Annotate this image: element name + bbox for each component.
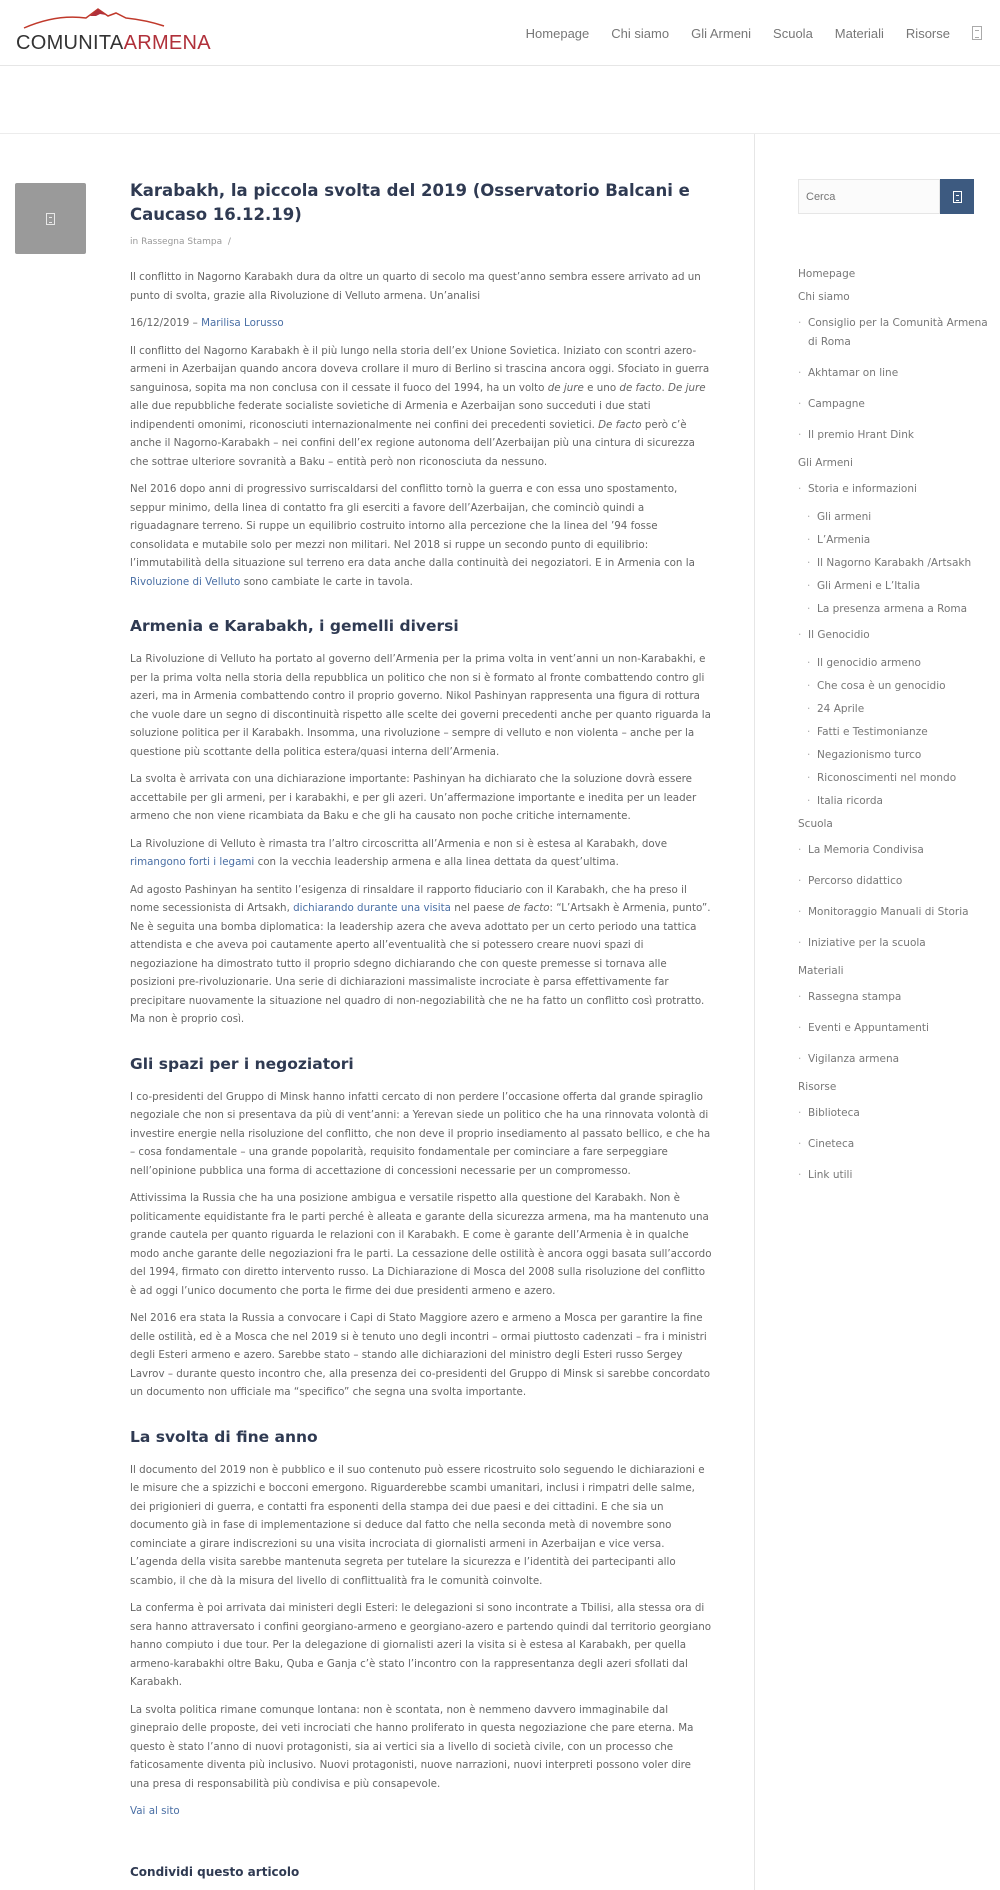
sidebar-menu-item[interactable]: · Il genocidio armeno: [798, 657, 988, 669]
paragraph-10: Il documento del 2019 non è pubblico e il suo contenuto può essere ricostruito solo seguendo le dichiarazioni e le misure che a spizzichi e bocconi emergono. Riguarderebbe scambi umanitari, inclusi i rimpatri delle salme, dei prigionieri di guerra, e contatti fra esponenti della stampa dei due paesi e dei cittadini. E che sia un documento già in fase di implementazione si deduce dal fatto che nella seconda metà di novembre sono cominciate a girare indiscrezioni su una visita incrociata di giornalisti armeni in Azerbaijan e vice versa. L’agenda della visita sarebbe mantenuta segreta per tutelare la sicurezza e l’identità dei partecipanti allo scambio, il che dà la misura del livello di conflittualità fra le comunità coinvolte.: [130, 1463, 705, 1587]
sidebar-menu-item[interactable]: · Campagne: [798, 395, 988, 414]
paragraph-1: [130, 342, 713, 472]
source-paragraph: [130, 1802, 713, 1821]
article-byline: [130, 314, 713, 333]
site-header: [0, 0, 1000, 66]
logo-text-part2: ARMENA: [123, 32, 211, 54]
nav-materiali[interactable]: Materiali: [834, 25, 884, 41]
sidebar-menu-item[interactable]: · Percorso didattico: [798, 872, 988, 891]
article-meta: [130, 237, 713, 247]
article-date: 16/12/2019 –: [130, 317, 198, 329]
search-button[interactable]: [940, 179, 974, 214]
post-format-icon: [15, 183, 86, 254]
p2-text-b: sono cambiate le carte in tavola.: [243, 575, 413, 588]
sidebar-menu-item[interactable]: · Il Genocidio: [798, 626, 988, 645]
sidebar-menu-item[interactable]: · Consiglio per la Comunità Armena di Roma: [798, 314, 988, 352]
search-icon: [953, 191, 962, 203]
meta-category-link[interactable]: Rassegna Stampa: [141, 237, 223, 247]
nav-gli-armeni[interactable]: Gli Armeni: [691, 25, 752, 41]
paragraph-7: I co-presidenti del Gruppo di Minsk hanno infatti cercato di non perdere l’occasione offerta dal grande spiraglio negoziale che non si presentava da più di vent’anni: a Yerevan siede un politico che ha una rinnovata volontà di investire energie nella risoluzione del conflitto, che non deve il proprio insediamento al passato bellico, e che ha – cosa fondamentale – una grande popolarità, requisito fondamentale per cominciare a fare serpeggiare nell’opinione pubblica una forma di accettazione di concessioni necessarie per un compromesso.: [130, 1090, 711, 1177]
sidebar-menu-item[interactable]: Scuola: [798, 818, 833, 830]
sidebar-menu-item[interactable]: · Vigilanza armena: [798, 1050, 988, 1069]
sidebar-menu-item[interactable]: Gli Armeni: [798, 457, 853, 469]
p1-italic-1: de jure: [547, 381, 584, 394]
site-logo[interactable]: [16, 6, 211, 54]
sidebar-divider: [754, 134, 755, 1890]
logo-text: [16, 32, 211, 55]
visita-link[interactable]: dichiarando durante una visita: [293, 902, 451, 914]
sidebar-menu-item[interactable]: · Gli armeni: [798, 511, 988, 523]
paragraph-8: Attivissima la Russia che ha una posizione ambigua e versatile rispetto alla questione del Karabakh. Non è politicamente equidistante fra le parti perché è alleata e garante della sicurezza armena, ma ha mantenuto una grande cautela per quanto riguarda le relazioni con il Karabakh. E come è garante dell’Armenia è in qualche modo anche garante delle negoziazioni fra le parti. La cessazione delle ostilità è ancora oggi basata sull’accordo del 1994, firmato con diretto intervento russo. La Dichiarazione di Mosca del 2008 sulla risoluzione del conflitto è ad oggi l’unico documento che porta le firme dei due presidenti armeno e azero.: [130, 1192, 712, 1297]
p1-text-a: Il conflitto del Nagorno Karabakh è il più lungo nella storia dell’ex Unione Sovietica. Iniziato con scontri azero-armeni in Azerbaijan quando ancora doveva crollare il muro di Berlino si trascina ancora oggi. Sfociato in guerra sanguinosa, sopita ma non conclusa con il cessate il fuoco del 1994, ha un volto: [130, 344, 710, 394]
paragraph-12: La svolta politica rimane comunque lontana: non è scontata, non è nemmeno davvero immaginabile dal ginepraio delle proposte, dei veti incrociati che hanno proliferato in questa negoziazione che pare eterna. Ma questo è stato l’anno di nuovi protagonisti, sia ai vertici sia a livello di società civile, con un processo che faticosamente diventa più inclusivo. Nuovi protagonisti, nuove narrazioni, nuovi interpreti possono voler dire una presa di responsabilità più condivisa e più consapevole.: [130, 1703, 694, 1790]
source-link[interactable]: Vai al sito: [130, 1805, 180, 1817]
article-intro: Il conflitto in Nagorno Karabakh dura da oltre un quarto di secolo ma quest’anno sembra essere arrivato ad un punto di svolta, grazie alla Rivoluzione di Velluto armena. Un’analisi: [130, 271, 701, 302]
paragraph-11: La conferma è poi arrivata dai ministeri degli Esteri: le delegazioni si sono incontrate a Tbilisi, alla stessa ora di sera hanno attraversato i confini georgiano-armeno e georgiano-azero e partendo quindi dal territorio georgiano hanno compiuto i due tour. Per la delegazione di giornalisti azeri la visita si è estesa al Karabakh, per quella armeno-karabakhi oltre Baku, Quba e Ganja c’è stato l’incontro con la rappresentanza degli azeri sfollati dal Karabakh.: [130, 1602, 712, 1688]
meta-prefix: in: [130, 237, 139, 247]
p1-text-e: però c’è anche il Nagorno-Karabakh – nei confini dell’ex regione autonoma dell’Azerbaijan più una cintura di sicurezza che sottrae ulteriore sovranità a Baku – entità però non riconosciuta da nessuno.: [130, 418, 695, 468]
sidebar-menu-item[interactable]: · Monitoraggio Manuali di Storia: [798, 903, 988, 922]
paragraph-4: La svolta è arrivata con una dichiarazione importante: Pashinyan ha dichiarato che la soluzione dovrà essere accettabile per gli armeni, per i karabakhi, e per gli azeri. Un’affermazione importante e inedita per un leader armeno che non viene ricambiata da Baku e che gli ha causato non poche critiche internamente.: [130, 773, 697, 822]
sidebar-menu-item[interactable]: · Il Nagorno Karabakh /Artsakh: [798, 557, 988, 569]
sidebar-menu-item[interactable]: · La Memoria Condivisa: [798, 841, 988, 860]
p6-italic: de facto: [507, 902, 550, 914]
section-heading-1: Armenia e Karabakh, i gemelli diversi: [130, 617, 459, 635]
rivoluzione-link[interactable]: Rivoluzione di Velluto: [130, 575, 241, 588]
nav-homepage[interactable]: Homepage: [525, 25, 590, 41]
sidebar-menu-item[interactable]: Materiali: [798, 965, 844, 977]
p5-text-a: La Rivoluzione di Velluto è rimasta tra l’altro circoscritta all’Armenia e non si è estesa al Karabakh, dove: [130, 837, 668, 850]
paragraph-3: La Rivoluzione di Velluto ha portato al governo dell’Armenia per la prima volta in vent’anni un non-Karabakhi, e per la prima volta nella storia della repubblica un politico che non si è formato al fronte combattendo contro gli azeri, ma in Armenia combattendo contro il proprio governo. Nikol Pashinyan rappresenta una figura di rottura che vuole dare un segno di discontinuità rispetto alle scelte dei governi precedenti anche per quanto riguarda la soluzione politica per il Karabakh. Insomma, una rivoluzione – sempre di velluto e non violenta – anche per la questione più scottante della politica estera/quasi interna dell’Armenia.: [130, 653, 711, 758]
sidebar-menu-item[interactable]: · Link utili: [798, 1166, 988, 1185]
sidebar-menu-item[interactable]: · Fatti e Testimonianze: [798, 726, 988, 738]
share-title: Condividi questo articolo: [130, 1864, 300, 1879]
sidebar-menu: [798, 268, 988, 1197]
sidebar-menu-item[interactable]: · 24 Aprile: [798, 703, 988, 715]
meta-separator: /: [227, 237, 231, 247]
p1-italic-2: de facto: [619, 381, 662, 394]
main-nav: [504, 0, 982, 66]
section-heading-2: Gli spazi per i negoziatori: [130, 1054, 354, 1073]
paragraph-9: Nel 2016 era stata la Russia a convocare i Capi di Stato Maggiore azero e armeno a Mosca per garantire la fine delle ostilità, ed è a Mosca che nel 2019 si è tenuto uno degli incontri – ormai piuttosto cadenzati – fra i ministri degli Esteri armeno e azero. Sarebbe stato – stando alle dichiarazioni del ministro degli Esteri russo Sergey Lavrov – durante questo incontro che, alla presenza dei co-presidenti del Gruppo di Minsk si sarebbe concordato un documento non ufficiale ma “specifico” che segna una svolta importante.: [130, 1312, 711, 1398]
p1-text-d: alle due repubbliche federate socialiste sovietiche di Armenia e Azerbaijan sono succeduti i due stati indipendenti omonimi, riconosciuti internazionalmente nei confini dei precedenti sovietici.: [130, 400, 651, 431]
p5-text-b: con la vecchia leadership armena e alla linea dettata da quest’ultima.: [254, 856, 619, 868]
p2-text-a: Nel 2016 dopo anni di progressivo surriscaldarsi del conflitto tornò la guerra e con essa uno spostamento, seppur minimo, della linea di contatto fra gli eserciti a favore dell’Azerbaijan, che cominciò quindi a riguadagnare terreno. Si ruppe un equilibrio costruito intorno alla percezione che la linea del ’94 fosse consolidata e mutabile solo per mezzi non militari. Nel 2018 si ruppe un secondo punto di equilibrio: l’immutabilità della situazione sul terreno era data anche dalla continuità dei negoziatori. E in Armenia con la: [130, 483, 695, 569]
p6-text-b: nel paese: [454, 902, 505, 914]
search-toggle-icon[interactable]: [972, 26, 982, 40]
article: [130, 179, 713, 1879]
paragraph-2: [130, 480, 713, 591]
nav-scuola[interactable]: Scuola: [773, 25, 813, 41]
sidebar-menu-item[interactable]: · Cineteca: [798, 1135, 988, 1154]
sidebar-menu-item[interactable]: · Che cosa è un genocidio: [798, 680, 988, 692]
p1-text-b: e uno: [587, 381, 617, 394]
sidebar-menu-item[interactable]: · Biblioteca: [798, 1104, 988, 1123]
sidebar-menu-item[interactable]: · Il premio Hrant Dink: [798, 426, 988, 445]
sidebar-menu-item[interactable]: · L’Armenia: [798, 534, 988, 546]
document-icon: [46, 213, 55, 225]
subheader-strip: [0, 67, 1000, 134]
sidebar-menu-item[interactable]: · Gli Armeni e L’Italia: [798, 580, 988, 592]
author-link[interactable]: Marilisa Lorusso: [201, 317, 284, 329]
nav-risorse[interactable]: Risorse: [905, 25, 950, 41]
logo-text-part1: COMUNITA: [16, 32, 124, 54]
sidebar-menu-item[interactable]: · Storia e informazioni: [798, 480, 988, 499]
sidebar-menu-item[interactable]: · Negazionismo turco: [798, 749, 988, 761]
p1-text-c: .: [661, 381, 665, 394]
paragraph-5: [130, 835, 713, 872]
search-input[interactable]: [798, 179, 940, 214]
sidebar-menu-item[interactable]: · Riconoscimenti nel mondo: [798, 772, 988, 784]
p1-italic-4: De facto: [598, 418, 642, 431]
section-heading-3: La svolta di fine anno: [130, 1427, 318, 1446]
legami-link[interactable]: rimangono forti i legami: [130, 856, 255, 868]
sidebar-menu-item[interactable]: · Eventi e Appuntamenti: [798, 1019, 988, 1038]
search-form: [798, 179, 974, 214]
sidebar-menu-item[interactable]: Chi siamo: [798, 291, 850, 303]
sidebar-menu-item[interactable]: · Akhtamar on line: [798, 364, 988, 383]
sidebar-menu-item[interactable]: Homepage: [798, 268, 856, 280]
p1-italic-3: De jure: [668, 381, 706, 394]
sidebar-menu-item[interactable]: · La presenza armena a Roma: [798, 603, 988, 615]
paragraph-6: [130, 881, 713, 1029]
p6-text-a: Ad agosto Pashinyan ha sentito l’esigenza di rinsaldare il rapporto fiduciario con il Karabakh, che ha preso il nome secessionista di Artsakh,: [130, 883, 687, 914]
p6-text-c: : “L’Artsakh è Armenia, punto”. Ne è seguita una bomba diplomatica: la leadership azera che aveva adottato per un certo periodo una tattica attendista e che aveva poi cautamente aperto all’eventualità che si potessero creare nuovi spazi di negoziazione ha dimostrato tutto il proprio sdegno dichiarando che con queste premesse si tornava alle posizioni pre-rivoluzionarie. Una serie di dichiarazioni massimaliste incrociate è parsa effettivamente far precipitare nuovamente la situazione nel quadro di non-negoziabilità che ne ha fatto un conflitto così protratto. Ma non è proprio così.: [130, 902, 711, 1025]
sidebar-menu-item[interactable]: · Iniziative per la scuola: [798, 934, 988, 953]
nav-chi-siamo[interactable]: Chi siamo: [611, 25, 670, 41]
sidebar-menu-item[interactable]: · Italia ricorda: [798, 795, 988, 807]
sidebar-menu-item[interactable]: · Rassegna stampa: [798, 988, 988, 1007]
article-title[interactable]: Karabakh, la piccola svolta del 2019 (Osservatorio Balcani e Caucaso 16.12.19): [130, 181, 690, 224]
sidebar-menu-item[interactable]: Risorse: [798, 1081, 837, 1093]
